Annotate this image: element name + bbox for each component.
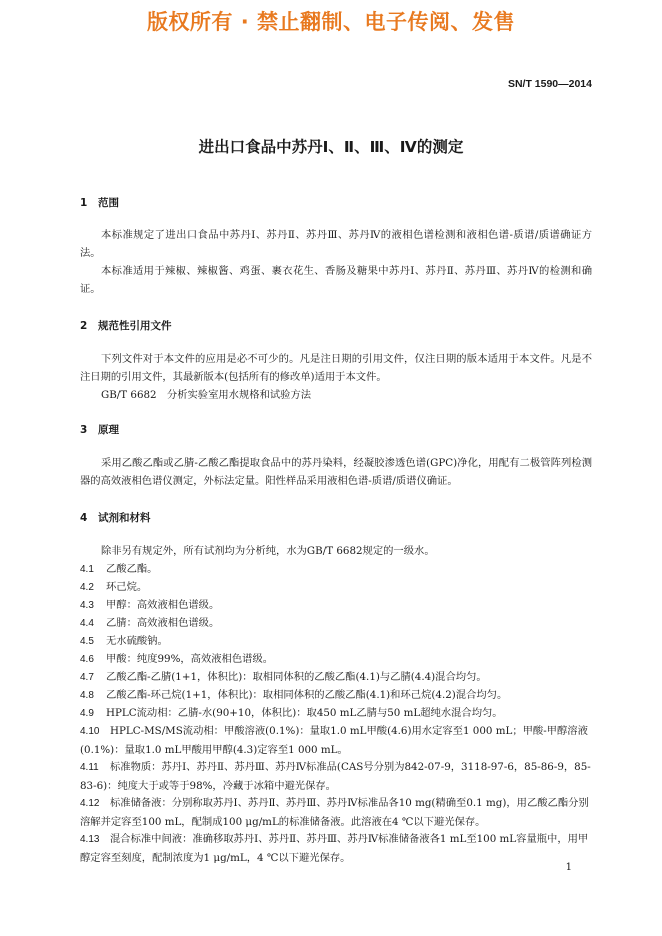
clause-text: 乙酸乙酯-环己烷(1+1，体积比)：取相同体积的乙酸乙酯(4.1)和环己烷(4.2)混合均匀。 xyxy=(106,689,508,701)
paragraph: 采用乙酸乙酯或乙腈-乙酸乙酯提取食品中的苏丹染料，经凝胶渗透色谱(GPC)净化，用配有二极管阵列检测器的高效液相色谱仪测定，外标法定量。阳性样品采用液相色谱-质谱/质谱仪确证。 xyxy=(80,457,592,487)
clause-text: 乙酸乙酯-乙腈(1+1，体积比)：取相同体积的乙酸乙酯(4.1)与乙腈(4.4)混合均匀。 xyxy=(106,671,487,683)
clause-item xyxy=(80,704,592,723)
section-heading-scope xyxy=(80,195,119,210)
clause-item xyxy=(80,686,592,705)
clause-number: 4.6 xyxy=(80,654,94,665)
reference-item: GB/T 6682 分析实验室用水规格和试验方法 xyxy=(101,389,312,401)
page-number: 1 xyxy=(565,862,572,873)
paragraph: 本标准规定了进出口食品中苏丹Ⅰ、苏丹Ⅱ、苏丹Ⅲ、苏丹Ⅳ的液相色谱检测和液相色谱-质谱/质谱确证方法。 xyxy=(80,229,592,259)
clause-item xyxy=(80,830,592,867)
clause-text: HPLC流动相：乙腈-水(90+10，体积比)：取450 mL乙腈与50 mL超纯水混合均匀。 xyxy=(106,707,503,719)
clause-text: 混合标准中间液：准确移取苏丹Ⅰ、苏丹Ⅱ、苏丹Ⅲ、苏丹Ⅳ标准储备液各1 mL至100 mL容量瓶中，用甲醇定容至刻度，配制浓度为1 μg/mL，4 ℃以下避光保存。 xyxy=(80,833,589,864)
clause-item xyxy=(80,560,592,579)
clause-number: 4.3 xyxy=(80,600,94,611)
clause-number: 4.11 xyxy=(80,762,99,773)
clause-text: 标准储备液：分别称取苏丹Ⅰ、苏丹Ⅱ、苏丹Ⅲ、苏丹Ⅳ标准品各10 mg(精确至0.1 mg)，用乙酸乙酯分别溶解并定容至100 mL，配制成100 μg/mL的标准储备液。此溶液在4 ℃以下避光保存。 xyxy=(80,797,589,828)
section-number: 2 xyxy=(80,320,88,332)
clause-number: 4.13 xyxy=(80,834,100,845)
clause-text: 甲醇：高效液相色谱级。 xyxy=(106,599,220,611)
clause-item xyxy=(80,632,592,651)
clause-text: 乙腈：高效液相色谱级。 xyxy=(106,617,220,629)
clause-number: 4.9 xyxy=(80,708,94,719)
clause-number: 4.8 xyxy=(80,690,94,701)
copyright-banner: 版权所有 · 禁止翻制、电子传阅、发售 xyxy=(146,10,516,34)
paragraph: 除非另有规定外，所有试剂均为分析纯，水为GB/T 6682规定的一级水。 xyxy=(101,545,435,557)
clause-item xyxy=(80,794,592,831)
clause-text: HPLC-MS/MS流动相：甲酸溶液(0.1%)：量取1.0 mL甲酸(4.6)用水定容至1 000 mL；甲酸-甲醇溶液(0.1%)：量取1.0 mL甲酸用甲醇(4.3)定容至1 000 mL。 xyxy=(80,725,588,756)
clause-text: 甲酸：纯度99%，高效液相色谱级。 xyxy=(106,653,274,665)
clause-text: 无水硫酸钠。 xyxy=(106,635,168,647)
section-number: 4 xyxy=(80,512,88,524)
clause-number: 4.2 xyxy=(80,582,94,593)
paragraph: 下列文件对于本文件的应用是必不可少的。凡是注日期的引用文件，仅注日期的版本适用于本文件。凡是不注日期的引用文件，其最新版本(包括所有的修改单)适用于本文件。 xyxy=(80,353,592,383)
clause-item xyxy=(80,758,592,795)
standard-number: SN/T 1590—2014 xyxy=(507,78,592,90)
section-number: 1 xyxy=(80,197,88,209)
clause-text: 环己烷。 xyxy=(106,581,148,593)
section-title: 试剂和材料 xyxy=(98,512,151,524)
section-title: 规范性引用文件 xyxy=(98,320,172,332)
clause-item xyxy=(80,668,592,687)
clause-text: 标准物质：苏丹Ⅰ、苏丹Ⅱ、苏丹Ⅲ、苏丹Ⅳ标准品(CAS号分别为842-07-9，3118-97-6，85-86-9，85-83-6)：纯度大于或等于98%，冷藏于冰箱中避光保存。 xyxy=(80,761,591,792)
clause-number: 4.10 xyxy=(80,726,100,737)
paragraph: 本标准适用于辣椒、辣椒酱、鸡蛋、裹衣花生、香肠及糖果中苏丹Ⅰ、苏丹Ⅱ、苏丹Ⅲ、苏丹Ⅳ的检测和确证。 xyxy=(80,265,592,295)
section-heading-principle xyxy=(80,422,119,437)
clause-number: 4.12 xyxy=(80,798,100,809)
section-heading-reagents xyxy=(80,510,151,525)
section-title: 原理 xyxy=(98,424,119,436)
clause-number: 4.1 xyxy=(80,564,94,575)
section-title: 范围 xyxy=(98,197,119,209)
clause-item xyxy=(80,650,592,669)
clause-item xyxy=(80,578,592,597)
clause-number: 4.4 xyxy=(80,618,94,629)
section-number: 3 xyxy=(80,424,88,436)
section-heading-normative-references xyxy=(80,318,172,333)
clause-number: 4.7 xyxy=(80,672,94,683)
clause-number: 4.5 xyxy=(80,636,94,647)
document-title: 进出口食品中苏丹Ⅰ、Ⅱ、Ⅲ、Ⅳ的测定 xyxy=(198,138,464,156)
clause-item xyxy=(80,722,592,759)
clause-item xyxy=(80,614,592,633)
clause-text: 乙酸乙酯。 xyxy=(106,563,158,575)
clause-item xyxy=(80,596,592,615)
